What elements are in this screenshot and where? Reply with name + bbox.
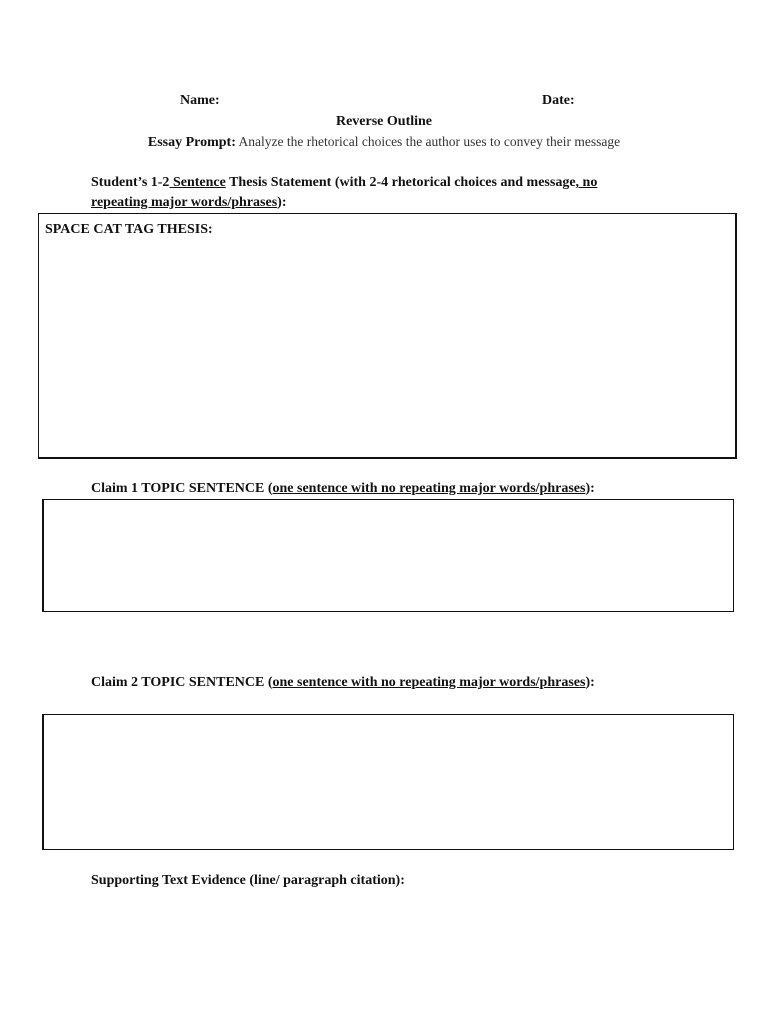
claim2-heading: [91, 674, 595, 692]
claim1-suffix: ):: [585, 481, 595, 496]
thesis-heading-part5: repeating major words/phrases: [91, 195, 278, 210]
essay-prompt-label: Essay Prompt:: [147, 135, 236, 150]
thesis-heading-part2: Sentence: [169, 175, 226, 190]
evidence-heading: Supporting Text Evidence (line/ paragraph citation):: [91, 873, 405, 888]
claim2-prefix: Claim 2 TOPIC SENTENCE (: [91, 675, 273, 690]
claim1-heading: [91, 480, 595, 498]
thesis-heading-part4: , no: [575, 175, 598, 190]
name-label: Name:: [180, 93, 220, 108]
claim2-underlined: one sentence with no repeating major words/phrases: [272, 675, 586, 690]
claim1-answer-box[interactable]: [42, 499, 734, 612]
document-title: Reverse Outline: [335, 114, 433, 129]
thesis-heading-part1: Student’s 1-2: [91, 175, 170, 190]
claim2-answer-box[interactable]: [42, 714, 734, 850]
date-label: Date:: [542, 93, 575, 108]
claim1-underlined: one sentence with no repeating major words/phrases: [272, 481, 586, 496]
thesis-box-label: SPACE CAT TAG THESIS:: [45, 222, 213, 237]
thesis-heading: [91, 173, 691, 213]
thesis-heading-part3: Thesis Statement (with 2-4 rhetorical choices and message: [225, 175, 576, 190]
thesis-heading-part6: ):: [277, 195, 287, 210]
thesis-answer-box[interactable]: [38, 213, 737, 459]
claim1-prefix: Claim 1 TOPIC SENTENCE (: [91, 481, 273, 496]
essay-prompt-text: Analyze the rhetorical choices the author uses to convey their message: [235, 134, 621, 149]
claim2-suffix: ):: [585, 675, 595, 690]
essay-prompt: [0, 133, 768, 152]
